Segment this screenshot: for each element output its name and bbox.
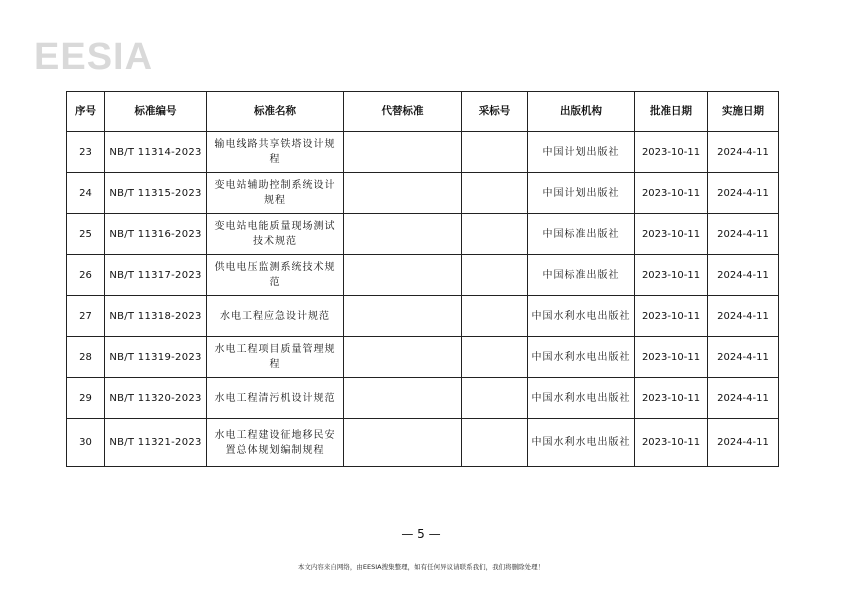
cell-adopted — [462, 296, 528, 337]
cell-adopted — [462, 214, 528, 255]
page-number: — 5 — — [401, 527, 441, 541]
cell-publisher: 中国标准出版社 — [528, 214, 635, 255]
cell-name: 变电站电能质量现场测试技术规范 — [207, 214, 344, 255]
table-row — [67, 214, 779, 255]
cell-approval: 2023-10-11 — [635, 378, 708, 419]
cell-seq: 23 — [67, 132, 105, 173]
table-row — [67, 419, 779, 467]
eesia-logo: EESIA — [34, 36, 154, 78]
cell-seq: 26 — [67, 255, 105, 296]
cell-approval: 2023-10-11 — [635, 296, 708, 337]
cell-name: 供电电压监测系统技术规范 — [207, 255, 344, 296]
cell-name: 水电工程项目质量管理规程 — [207, 337, 344, 378]
cell-seq: 25 — [67, 214, 105, 255]
cell-effective: 2024-4-11 — [708, 214, 779, 255]
cell-replaced — [344, 378, 462, 419]
cell-publisher: 中国计划出版社 — [528, 132, 635, 173]
cell-replaced — [344, 132, 462, 173]
cell-replaced — [344, 255, 462, 296]
cell-seq: 27 — [67, 296, 105, 337]
cell-approval: 2023-10-11 — [635, 214, 708, 255]
table-row — [67, 255, 779, 296]
cell-publisher: 中国水利水电出版社 — [528, 337, 635, 378]
cell-replaced — [344, 337, 462, 378]
cell-code: NB/T 11316-2023 — [105, 214, 207, 255]
cell-name: 输电线路共享铁塔设计规程 — [207, 132, 344, 173]
cell-publisher: 中国水利水电出版社 — [528, 296, 635, 337]
cell-approval: 2023-10-11 — [635, 337, 708, 378]
cell-code: NB/T 11317-2023 — [105, 255, 207, 296]
cell-effective: 2024-4-11 — [708, 296, 779, 337]
cell-effective: 2024-4-11 — [708, 132, 779, 173]
footer-disclaimer: 本文内容来自网络，由EESIA搜集整理，如有任何异议请联系我们，我们将删除处理！ — [297, 563, 545, 571]
header-name: 标准名称 — [207, 92, 344, 132]
cell-approval: 2023-10-11 — [635, 419, 708, 467]
table-row — [67, 296, 779, 337]
header-effective: 实施日期 — [708, 92, 779, 132]
cell-effective: 2024-4-11 — [708, 378, 779, 419]
cell-effective: 2024-4-11 — [708, 337, 779, 378]
table-row — [67, 337, 779, 378]
standards-table — [66, 91, 779, 467]
header-publisher: 出版机构 — [528, 92, 635, 132]
cell-adopted — [462, 255, 528, 296]
cell-adopted — [462, 378, 528, 419]
cell-replaced — [344, 296, 462, 337]
cell-publisher: 中国水利水电出版社 — [528, 378, 635, 419]
cell-code: NB/T 11319-2023 — [105, 337, 207, 378]
cell-code: NB/T 11318-2023 — [105, 296, 207, 337]
cell-seq: 30 — [67, 419, 105, 467]
cell-replaced — [344, 419, 462, 467]
cell-adopted — [462, 419, 528, 467]
cell-effective: 2024-4-11 — [708, 173, 779, 214]
cell-publisher: 中国标准出版社 — [528, 255, 635, 296]
cell-approval: 2023-10-11 — [635, 173, 708, 214]
cell-adopted — [462, 337, 528, 378]
cell-name: 水电工程应急设计规范 — [207, 296, 344, 337]
header-replaced: 代替标准 — [344, 92, 462, 132]
cell-name: 水电工程清污机设计规范 — [207, 378, 344, 419]
cell-adopted — [462, 173, 528, 214]
header-approval: 批准日期 — [635, 92, 708, 132]
cell-publisher: 中国计划出版社 — [528, 173, 635, 214]
header-seq: 序号 — [67, 92, 105, 132]
header-code: 标准编号 — [105, 92, 207, 132]
cell-publisher: 中国水利水电出版社 — [528, 419, 635, 467]
cell-name: 水电工程建设征地移民安置总体规划编制规程 — [207, 419, 344, 467]
cell-effective: 2024-4-11 — [708, 419, 779, 467]
cell-adopted — [462, 132, 528, 173]
cell-name: 变电站辅助控制系统设计规程 — [207, 173, 344, 214]
cell-seq: 24 — [67, 173, 105, 214]
cell-replaced — [344, 214, 462, 255]
cell-seq: 28 — [67, 337, 105, 378]
header-adopted: 采标号 — [462, 92, 528, 132]
cell-code: NB/T 11314-2023 — [105, 132, 207, 173]
cell-code: NB/T 11315-2023 — [105, 173, 207, 214]
cell-seq: 29 — [67, 378, 105, 419]
cell-code: NB/T 11320-2023 — [105, 378, 207, 419]
cell-replaced — [344, 173, 462, 214]
table-header-row — [67, 92, 779, 132]
cell-approval: 2023-10-11 — [635, 255, 708, 296]
cell-approval: 2023-10-11 — [635, 132, 708, 173]
cell-effective: 2024-4-11 — [708, 255, 779, 296]
table-row — [67, 173, 779, 214]
table-row — [67, 132, 779, 173]
table-row — [67, 378, 779, 419]
cell-code: NB/T 11321-2023 — [105, 419, 207, 467]
